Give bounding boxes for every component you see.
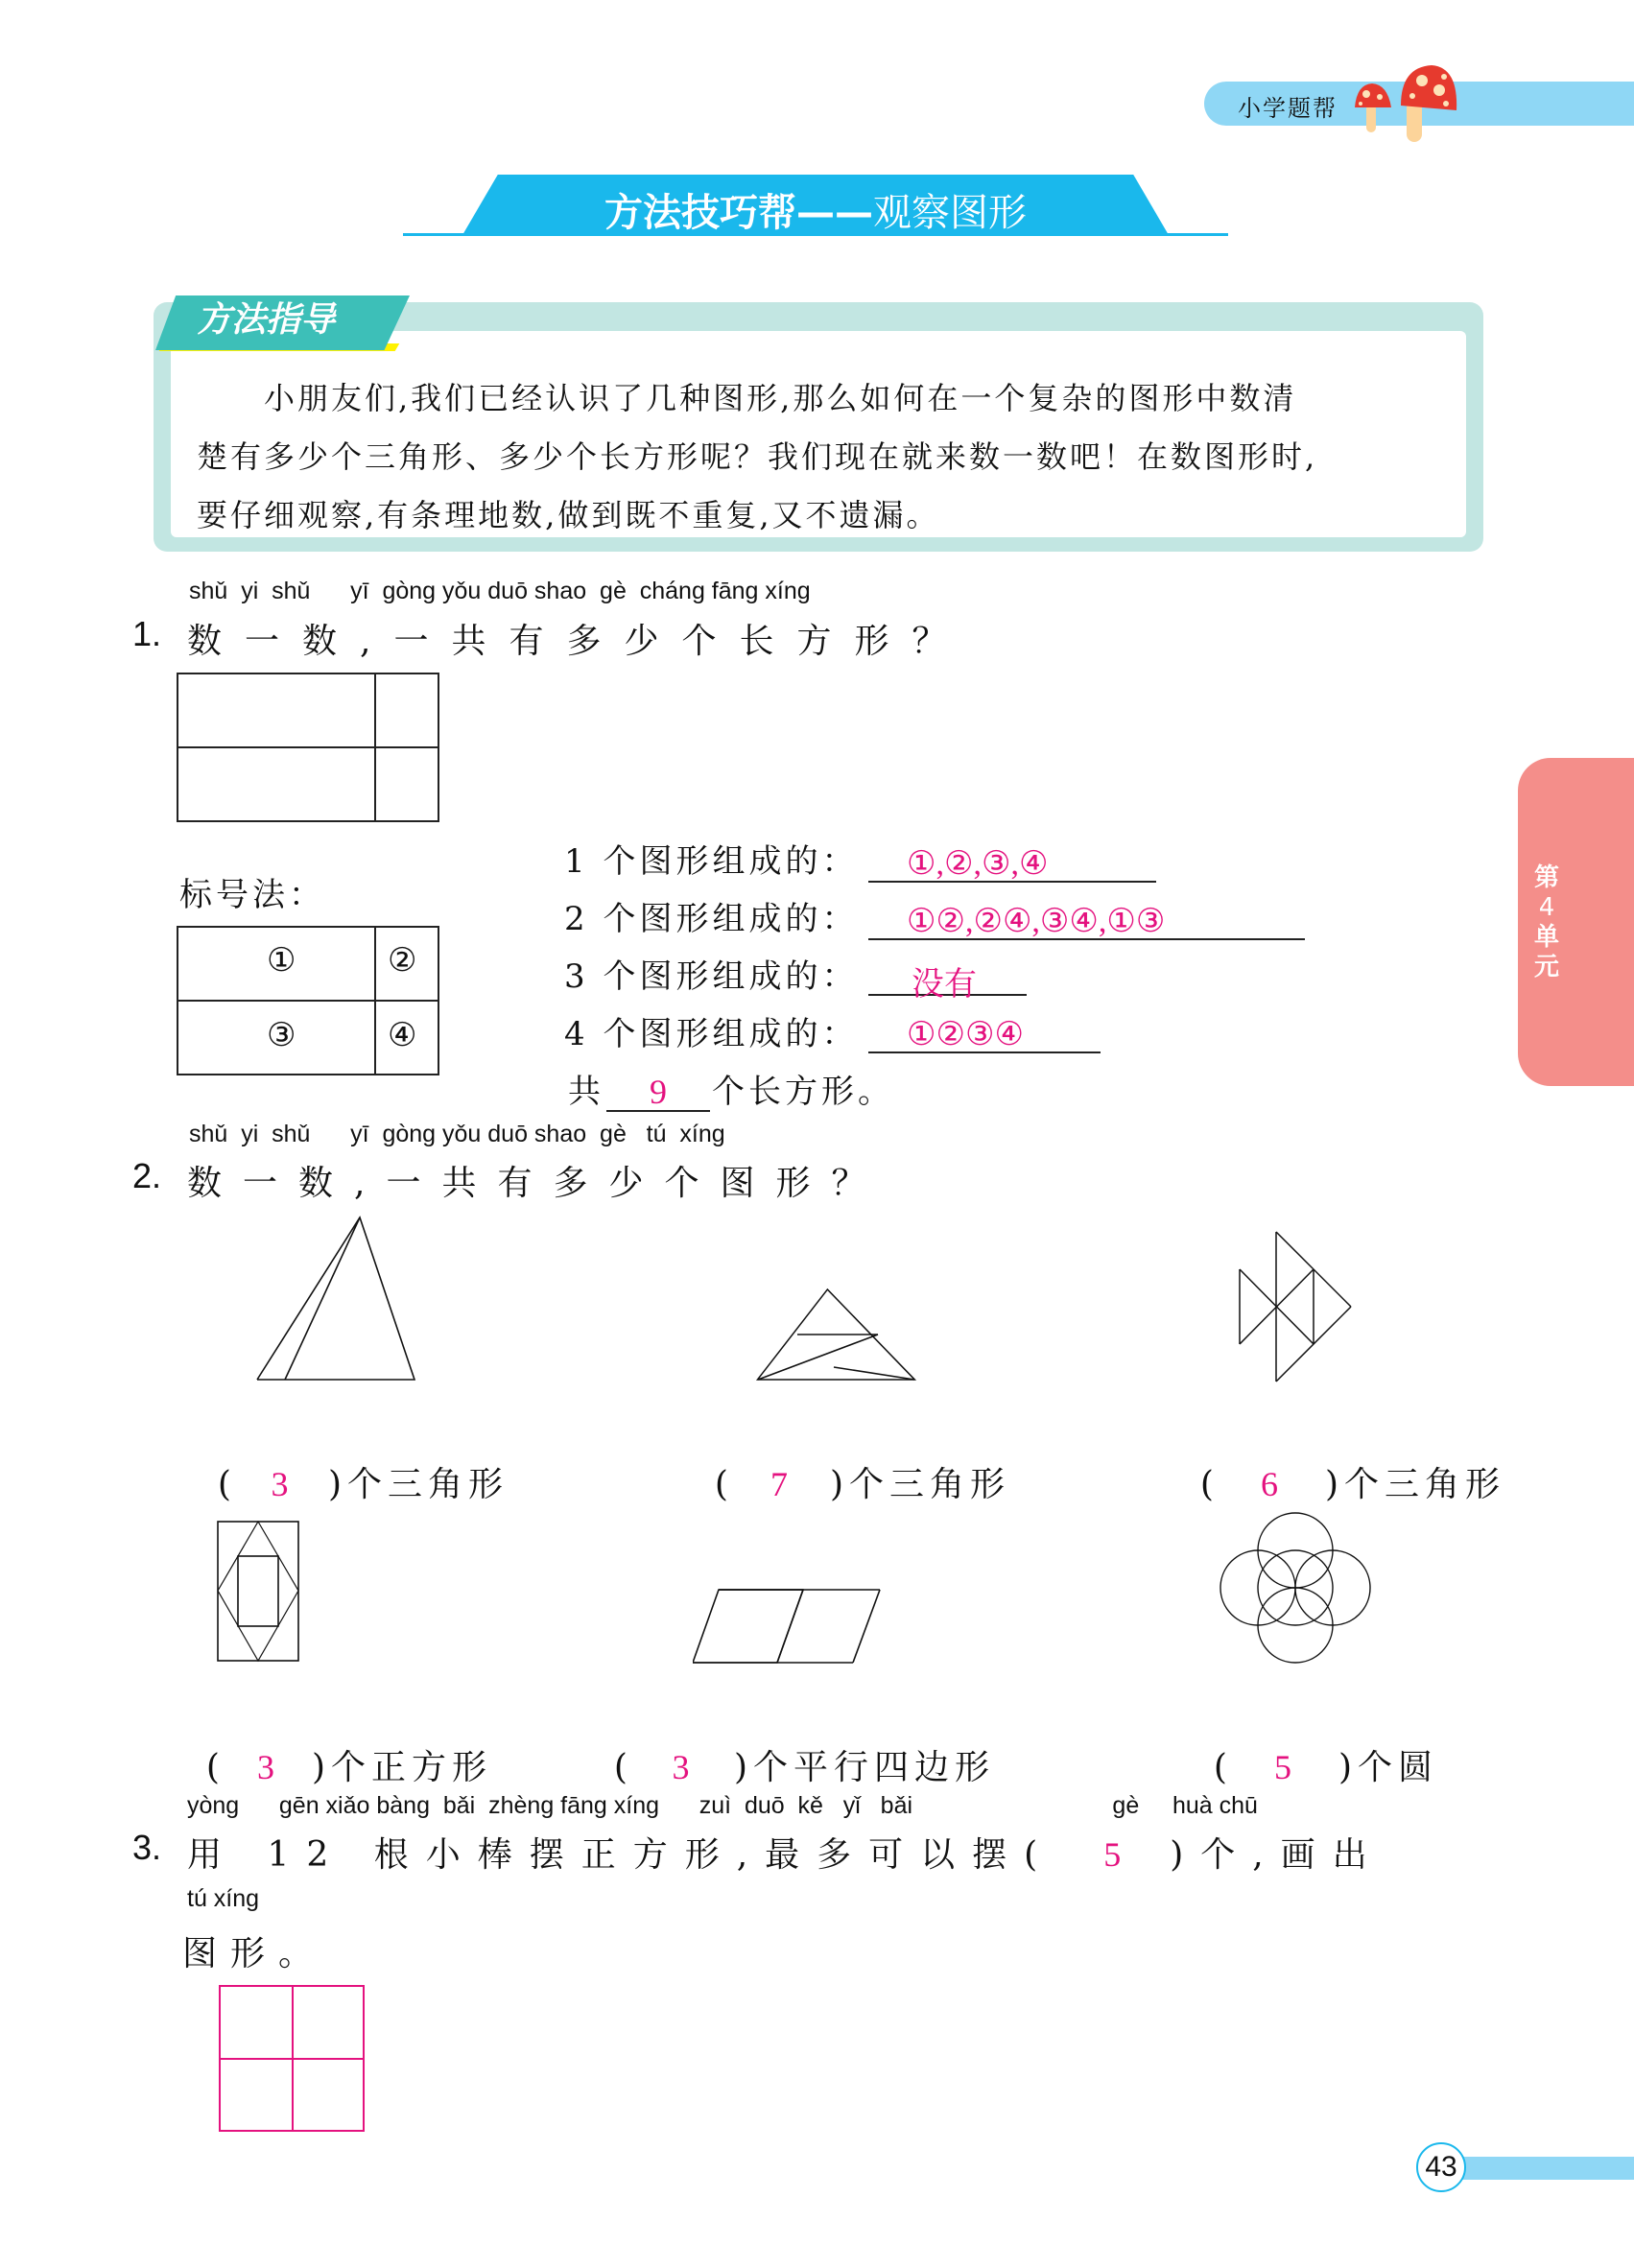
close-paren: ) [829, 1465, 849, 1504]
unit-tab-char: 元 [1533, 953, 1559, 981]
mushroom-icon [1353, 58, 1458, 149]
figure-parallelogram [693, 1588, 885, 1669]
q1-text: 数一数,一共有多少个长方形？ [187, 622, 970, 661]
q2-answer-item [173, 1701, 492, 1789]
q2-pinyin: shǔ yi shǔ yī gòng yǒu duō shao gè tú xíng [189, 1121, 725, 1147]
q3-drawing-squares [219, 1985, 365, 2132]
open-paren: ( [217, 1465, 237, 1504]
method-badge-label: 方法指导 [197, 300, 336, 340]
q1-answer: 没有 [912, 967, 977, 1003]
close-paren: ) [1338, 1748, 1358, 1787]
q2-text: 数一数,一共有多少个图形？ [187, 1164, 888, 1203]
page-number-bar [1458, 2157, 1634, 2180]
q3-number: 3. [132, 1828, 162, 1867]
q1-row-label: 3 个图形组成的： [564, 957, 859, 996]
q3-text [187, 1828, 1385, 1877]
title-main: 方法技巧帮 [604, 191, 796, 235]
q3-pinyin-2: tú xíng [187, 1885, 260, 1912]
q2-answer[interactable]: 3 [271, 1465, 295, 1503]
q1-answer: ①②,②④,③④,①③ [907, 904, 1166, 939]
q2-answer-item [1167, 1418, 1505, 1506]
method-line: 楚有多少个三角形、多少个长方形呢？我们现在就来数一数吧！在数图形时, [197, 438, 1318, 475]
q1-answer-field[interactable] [868, 902, 1305, 940]
close-paren: ) [311, 1748, 331, 1787]
open-paren: ( [1199, 1465, 1220, 1504]
q3-text-after: )个,画出 [1170, 1835, 1385, 1875]
label-1: ① [267, 941, 296, 980]
q1-total-answer: 9 [650, 1073, 667, 1111]
header-brand: 小学题帮 [1238, 95, 1338, 122]
method-line: 小朋友们,我们已经认识了几种图形,那么如何在一个复杂的图形中数清 [197, 380, 1297, 416]
figure-five-circles [1219, 1511, 1372, 1665]
page-title [462, 182, 1169, 237]
q3-text-before: 用 12 根小棒摆正方形,最多可以摆( [187, 1835, 1055, 1875]
figure-fish-triangles [1238, 1228, 1362, 1386]
unit-tab-label [1518, 863, 1575, 982]
q2-answer-item [681, 1418, 1010, 1506]
q2-answer-item [184, 1418, 509, 1506]
unit-tab-char: 第 [1533, 863, 1559, 892]
q2-suffix: 个三角形 [1343, 1465, 1505, 1504]
q1-total-field[interactable] [606, 1072, 710, 1112]
q1-row-label: 4 个图形组成的： [564, 1015, 859, 1053]
q1-method-label: 标号法： [179, 876, 325, 914]
q3-pinyin: yòng gēn xiǎo bàng bǎi zhèng fāng xíng zuì duō kě yǐ bǎi gè huà chū [187, 1792, 1258, 1819]
q1-pinyin: shǔ yi shǔ yī gòng yǒu duō shao gè cháng fāng xíng [189, 578, 811, 604]
q3-text-line2: 图形。 [182, 1934, 327, 1973]
q3-answer[interactable]: 5 [1103, 1835, 1122, 1874]
q2-answer[interactable]: 5 [1273, 1748, 1297, 1786]
page-number: 43 [1416, 2142, 1466, 2192]
q1-labeled-figure [177, 926, 439, 1075]
q1-row-label: 2 个图形组成的： [564, 900, 859, 938]
q2-answer-item [580, 1701, 995, 1789]
label-2: ② [388, 941, 417, 980]
figure-nested-squares-lines [217, 1521, 301, 1663]
q1-answer-field[interactable] [868, 844, 1156, 883]
figure-triangle-complex [753, 1276, 916, 1386]
title-dash: —— [796, 191, 873, 235]
open-paren: ( [613, 1748, 633, 1787]
close-paren: ) [1324, 1465, 1344, 1504]
label-3: ③ [267, 1016, 296, 1054]
q1-rectangle-figure [177, 673, 439, 822]
q2-suffix: 个正方形 [330, 1748, 492, 1787]
open-paren: ( [714, 1465, 734, 1504]
q1-number: 1. [132, 614, 162, 653]
q1-row-label: 1 个图形组成的： [564, 842, 859, 881]
open-paren: ( [205, 1748, 225, 1787]
figure-triangle-split [249, 1209, 432, 1386]
q2-answer[interactable]: 3 [256, 1748, 280, 1786]
q1-answer: ①,②,③,④ [907, 846, 1049, 882]
q1-total-suffix: 个长方形。 [712, 1073, 894, 1111]
method-line: 要仔细观察,有条理地数,做到既不重复,又不遗漏。 [197, 497, 940, 533]
method-text [197, 369, 1444, 545]
q1-total-prefix: 共 [568, 1073, 604, 1111]
close-paren: ) [733, 1748, 753, 1787]
open-paren: ( [1213, 1748, 1233, 1787]
unit-tab-char: 4 [1538, 893, 1555, 922]
q2-suffix: 个三角形 [848, 1465, 1010, 1504]
q1-answer-field[interactable] [868, 957, 1027, 1003]
title-sub: 观察图形 [873, 191, 1027, 235]
close-paren: ) [327, 1465, 347, 1504]
q2-suffix: 个平行四边形 [752, 1748, 995, 1787]
q2-answer[interactable]: 6 [1260, 1465, 1284, 1503]
q2-suffix: 个三角形 [346, 1465, 509, 1504]
q2-suffix: 个圆 [1357, 1748, 1438, 1787]
q2-answer-item [1180, 1701, 1438, 1789]
q2-answer[interactable]: 7 [770, 1465, 793, 1503]
unit-tab-char: 单 [1533, 923, 1559, 952]
q1-answer-field[interactable] [868, 1015, 1101, 1053]
q2-answer[interactable]: 3 [672, 1748, 696, 1786]
q1-answer: ①②③④ [907, 1017, 1024, 1052]
q2-number: 2. [132, 1156, 162, 1195]
label-4: ④ [388, 1016, 417, 1054]
